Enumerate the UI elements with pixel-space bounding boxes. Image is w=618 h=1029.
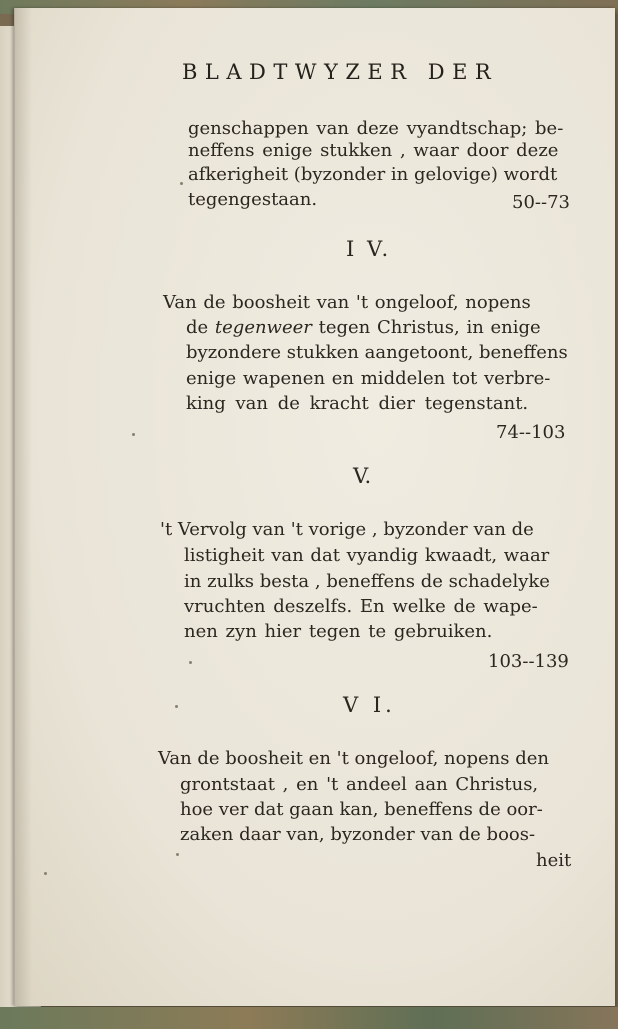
paper-speck	[176, 853, 179, 856]
text-line: Van de boosheit van 't ongeloof, nopens	[163, 292, 531, 313]
text-line: grontstaat , en 't andeel aan Christus,	[180, 774, 539, 795]
running-head: BLADTWYZER DER	[182, 60, 499, 84]
text-fragment: tegen Christus, in enige	[311, 317, 541, 338]
paper-speck	[44, 872, 47, 875]
text-line: neffens enige stukken , waar door deze	[188, 140, 559, 161]
text-line: afkerigheit (byzonder in gelovige) wordt	[188, 164, 558, 185]
text-line: genschappen van deze vyandtschap; be-	[188, 118, 564, 139]
page-reference: 50--73	[512, 192, 570, 213]
text-line: tegengestaan.	[188, 189, 318, 210]
text-line: enige wapenen en middelen tot verbre-	[186, 368, 551, 389]
paper-speck	[132, 433, 135, 436]
background-bottom-edge	[0, 1007, 618, 1029]
text-line: byzondere stukken aangetoont, beneffens	[186, 342, 568, 363]
text-line: in zulks besta , beneffens de schadelyke	[184, 571, 550, 592]
section-numeral: I V.	[346, 237, 392, 261]
section-numeral: V.	[353, 464, 372, 488]
italic-term: tegenweer	[214, 317, 312, 338]
text-line: Van de boosheit en 't ongeloof, nopens den	[158, 748, 549, 769]
text-line: listigheit van dat vyandig kwaadt, waar	[184, 545, 550, 566]
page-fold-shadow	[14, 8, 32, 1006]
text-line: king van de kracht dier tegenstant.	[186, 393, 529, 414]
page-reference: 74--103	[496, 422, 566, 443]
text-line: hoe ver dat gaan kan, beneffens de oor-	[180, 799, 543, 820]
text-line: vruchten deszelfs. En welke de wape-	[184, 596, 538, 617]
text-fragment: de	[186, 317, 215, 338]
paper-speck	[175, 705, 178, 708]
catchword: heit	[536, 850, 572, 871]
text-line: 't Vervolg van 't vorige , byzonder van de	[160, 519, 534, 540]
text-line: zaken daar van, byzonder van de boos-	[180, 824, 536, 845]
text-line: nen zyn hier tegen te gebruiken.	[184, 621, 493, 642]
page-reference: 103--139	[488, 651, 569, 672]
text-line	[186, 317, 541, 339]
section-numeral: V I.	[343, 693, 396, 717]
paper-speck	[189, 661, 192, 664]
paper-speck	[180, 182, 183, 185]
